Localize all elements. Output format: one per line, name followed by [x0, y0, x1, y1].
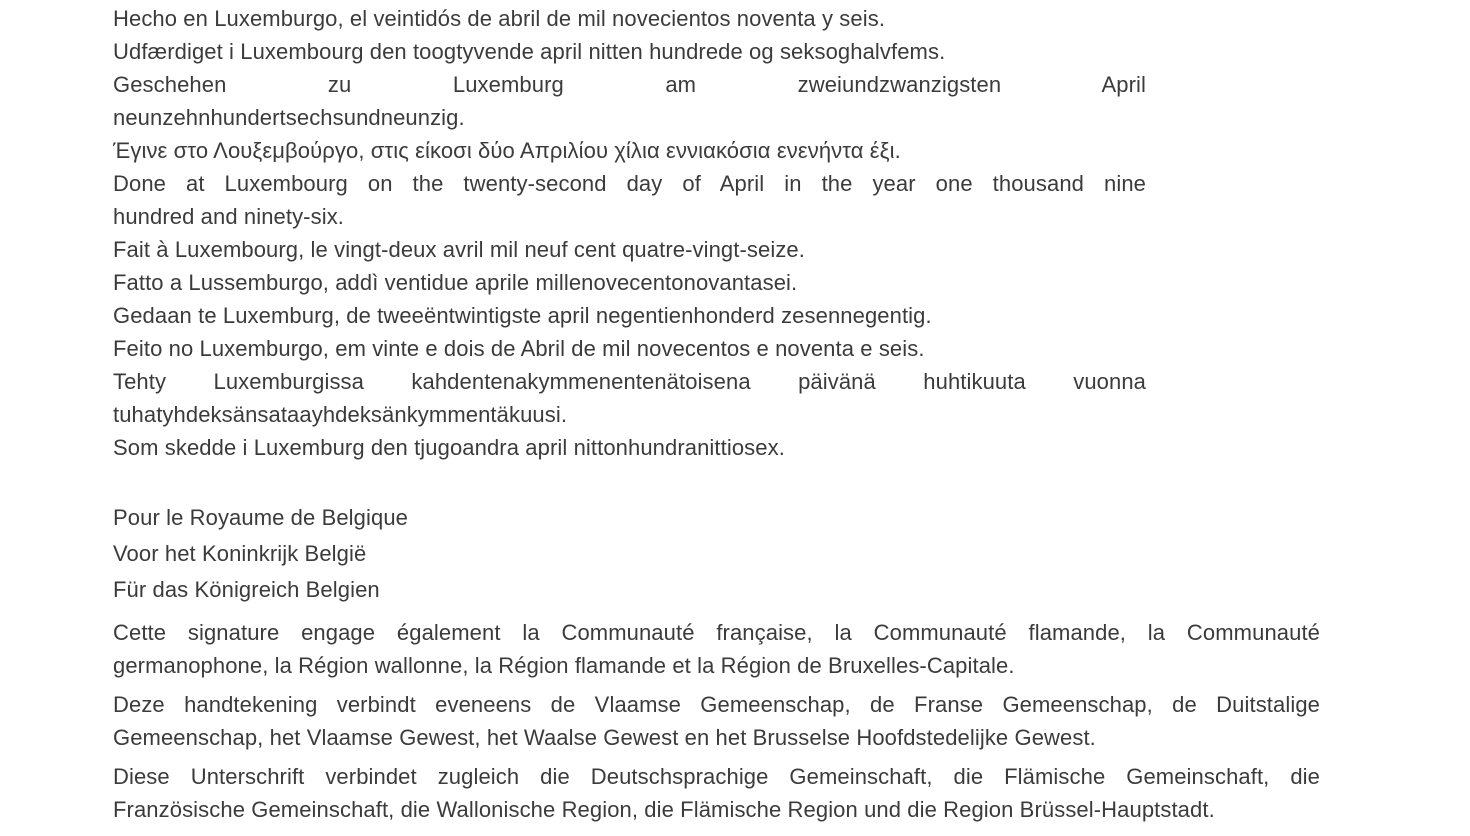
text-line: neunzehnhundertsechsundneunzig. [113, 105, 465, 130]
signature-headings [113, 500, 1320, 608]
text-line: Udfærdiget i Luxembourg den toogtyvende april nitten hundrede og seksoghalvfems. [113, 39, 946, 64]
text-line: hundred and ninety-six. [113, 204, 345, 229]
signature-notes [113, 616, 1320, 826]
page-content [113, 2, 1320, 832]
belgium-signature-block [113, 500, 1320, 826]
text-line: Som skedde i Luxemburg den tjugoandra april nittonhundranittiosex. [113, 435, 785, 460]
text-line: Tehty Luxemburgissa kahdentenakymmenentenätoisena päivänä huhtikuuta vuonna [113, 369, 1146, 394]
signature-heading-de: Für das Königreich Belgien [113, 577, 380, 602]
text-line: Fatto a Lussemburgo, addì ventidue aprile millenovecentonovantasei. [113, 270, 798, 295]
text-line: Gedaan te Luxemburg, de tweeëntwintigste april negentienhonderd zesennegentig. [113, 303, 932, 328]
text-line: tuhatyhdeksänsataayhdeksänkymmentäkuusi. [113, 402, 568, 427]
paragraph-sv [113, 431, 1146, 464]
text-line: Done at Luxembourg on the twenty-second day of April in the year one thousand nine [113, 171, 1146, 196]
signature-heading-nl: Voor het Koninkrijk België [113, 541, 367, 566]
paragraph-it [113, 266, 1146, 299]
date-location-block [113, 2, 1146, 464]
text-line: Έγινε στο Λουξεμβούργο, στις είκοσι δύο Απριλίου χίλια εννιακόσια ενενήντα έξι. [113, 138, 901, 163]
paragraph-da [113, 35, 1146, 68]
signature-heading-fr: Pour le Royaume de Belgique [113, 505, 408, 530]
paragraph-fr [113, 233, 1146, 266]
text-line: Fait à Luxembourg, le vingt-deux avril mil neuf cent quatre-vingt-seize. [113, 237, 805, 262]
text-line: Hecho en Luxemburgo, el veintidós de abril de mil novecientos noventa y seis. [113, 6, 886, 31]
signature-note-de [113, 760, 1320, 826]
text-line: Deze handtekening verbindt eveneens de Vlaamse Gemeenschap, de Franse Gemeenschap, de Duitstalige [113, 692, 1320, 717]
text-line: germanophone, la Région wallonne, la Région flamande et la Région de Bruxelles-Capitale. [113, 653, 1015, 678]
signature-note-nl [113, 688, 1320, 754]
text-line: Cette signature engage également la Communauté française, la Communauté flamande, la Communauté [113, 620, 1320, 645]
text-line: Französische Gemeinschaft, die Wallonische Region, die Flämische Region und die Region Brüssel-Hauptstadt. [113, 797, 1215, 822]
paragraph-el [113, 134, 1146, 167]
text-line: Feito no Luxemburgo, em vinte e dois de Abril de mil novecentos e noventa e seis. [113, 336, 925, 361]
text-line: Gemeenschap, het Vlaamse Gewest, het Waalse Gewest en het Brusselse Hoofdstedelijke Gewest. [113, 725, 1096, 750]
text-line: Geschehen zu Luxemburg am zweiundzwanzigsten April [113, 72, 1146, 97]
paragraph-es [113, 2, 1146, 35]
paragraph-fi [113, 365, 1146, 431]
paragraph-de [113, 68, 1146, 134]
paragraph-pt [113, 332, 1146, 365]
signature-note-fr [113, 616, 1320, 682]
text-line: Diese Unterschrift verbindet zugleich die Deutschsprachige Gemeinschaft, die Flämische Gemeinschaft, die [113, 764, 1320, 789]
paragraph-en [113, 167, 1146, 233]
paragraph-nl [113, 299, 1146, 332]
